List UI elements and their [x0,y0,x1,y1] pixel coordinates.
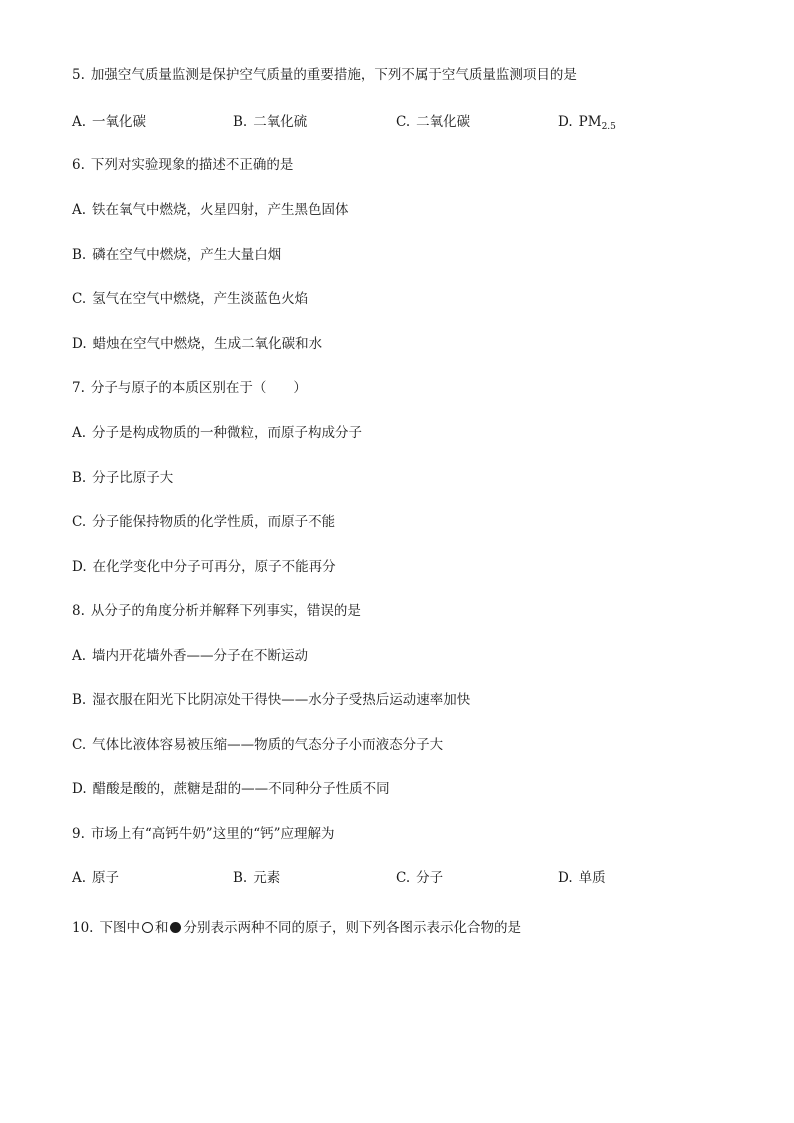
question-8-stem [72,602,361,620]
black-circle-atom-icon [170,922,181,933]
question-7-option-a[interactable]: A. 分子是构成物质的一种微粒，而原子构成分子 [72,425,363,441]
white-circle-atom-icon [142,922,153,933]
question-number: 9. [72,826,85,842]
option-b[interactable]: B. 元素 [233,870,281,886]
question-6-option-d[interactable]: D. 蜡烛在空气中燃烧，生成二氧化碳和水 [72,336,323,352]
question-number: 5. [72,67,85,83]
question-7-option-c[interactable]: C. 分子能保持物质的化学性质，而原子不能 [72,514,336,530]
question-6-option-a[interactable]: A. 铁在氧气中燃烧，火星四射，产生黑色固体 [72,202,349,218]
question-text: 分子与原子的本质区别在于（ ） [90,380,307,396]
question-text: 加强空气质量监测是保护空气质量的重要措施，下列不属于空气质量监测项目的是 [90,67,577,83]
option-a[interactable]: A. 原子 [72,870,120,886]
question-7-option-d[interactable]: D. 在化学变化中分子可再分，原子不能再分 [72,559,336,575]
question-text: 下列对实验现象的描述不正确的是 [90,157,294,173]
option-d[interactable]: D. 单质 [558,870,606,886]
question-8-option-a[interactable]: A. 墙内开花墙外香——分子在不断运动 [72,648,309,664]
option-c[interactable]: C. 分子 [396,870,444,886]
question-8-option-b[interactable]: B. 湿衣服在阳光下比阴凉处干得快——水分子受热后运动速率加快 [72,692,471,708]
question-number: 8. [72,603,85,619]
question-text: 下图中 [99,920,140,936]
question-number: 6. [72,157,85,173]
question-text: 和 [154,920,169,936]
question-5-options [72,113,712,131]
option-c[interactable]: C. 二氧化碳 [396,114,471,130]
question-number: 7. [72,380,85,396]
question-6-option-b[interactable]: B. 磷在空气中燃烧，产生大量白烟 [72,247,282,263]
question-7-option-b[interactable]: B. 分子比原子大 [72,470,174,486]
question-5-stem [72,66,577,84]
question-9-options [72,869,712,887]
question-text: 分别表示两种不同的原子，则下列各图示表示化合物的是 [183,920,521,936]
option-d[interactable]: D. $PM_{2.5}$ [558,114,616,132]
question-6-option-c[interactable]: C. 氢气在空气中燃烧，产生淡蓝色火焰 [72,291,309,307]
option-b[interactable]: B. 二氧化硫 [233,114,308,130]
question-6-stem [72,156,293,174]
question-10-stem [72,919,521,937]
option-a[interactable]: A. 一氧化碳 [72,114,147,130]
subscript: 2.5 [601,122,616,132]
question-7-stem [72,379,307,397]
question-9-stem [72,825,335,843]
question-text: 从分子的角度分析并解释下列事实，错误的是 [90,603,361,619]
question-8-option-d[interactable]: D. 醋酸是酸的，蔗糖是甜的——不同种分子性质不同 [72,781,390,797]
question-8-option-c[interactable]: C. 气体比液体容易被压缩——物质的气态分子小而液态分子大 [72,737,444,753]
question-number: 10. [72,920,94,936]
question-text: 市场上有“高钙牛奶”这里的“钙”应理解为 [90,826,335,842]
